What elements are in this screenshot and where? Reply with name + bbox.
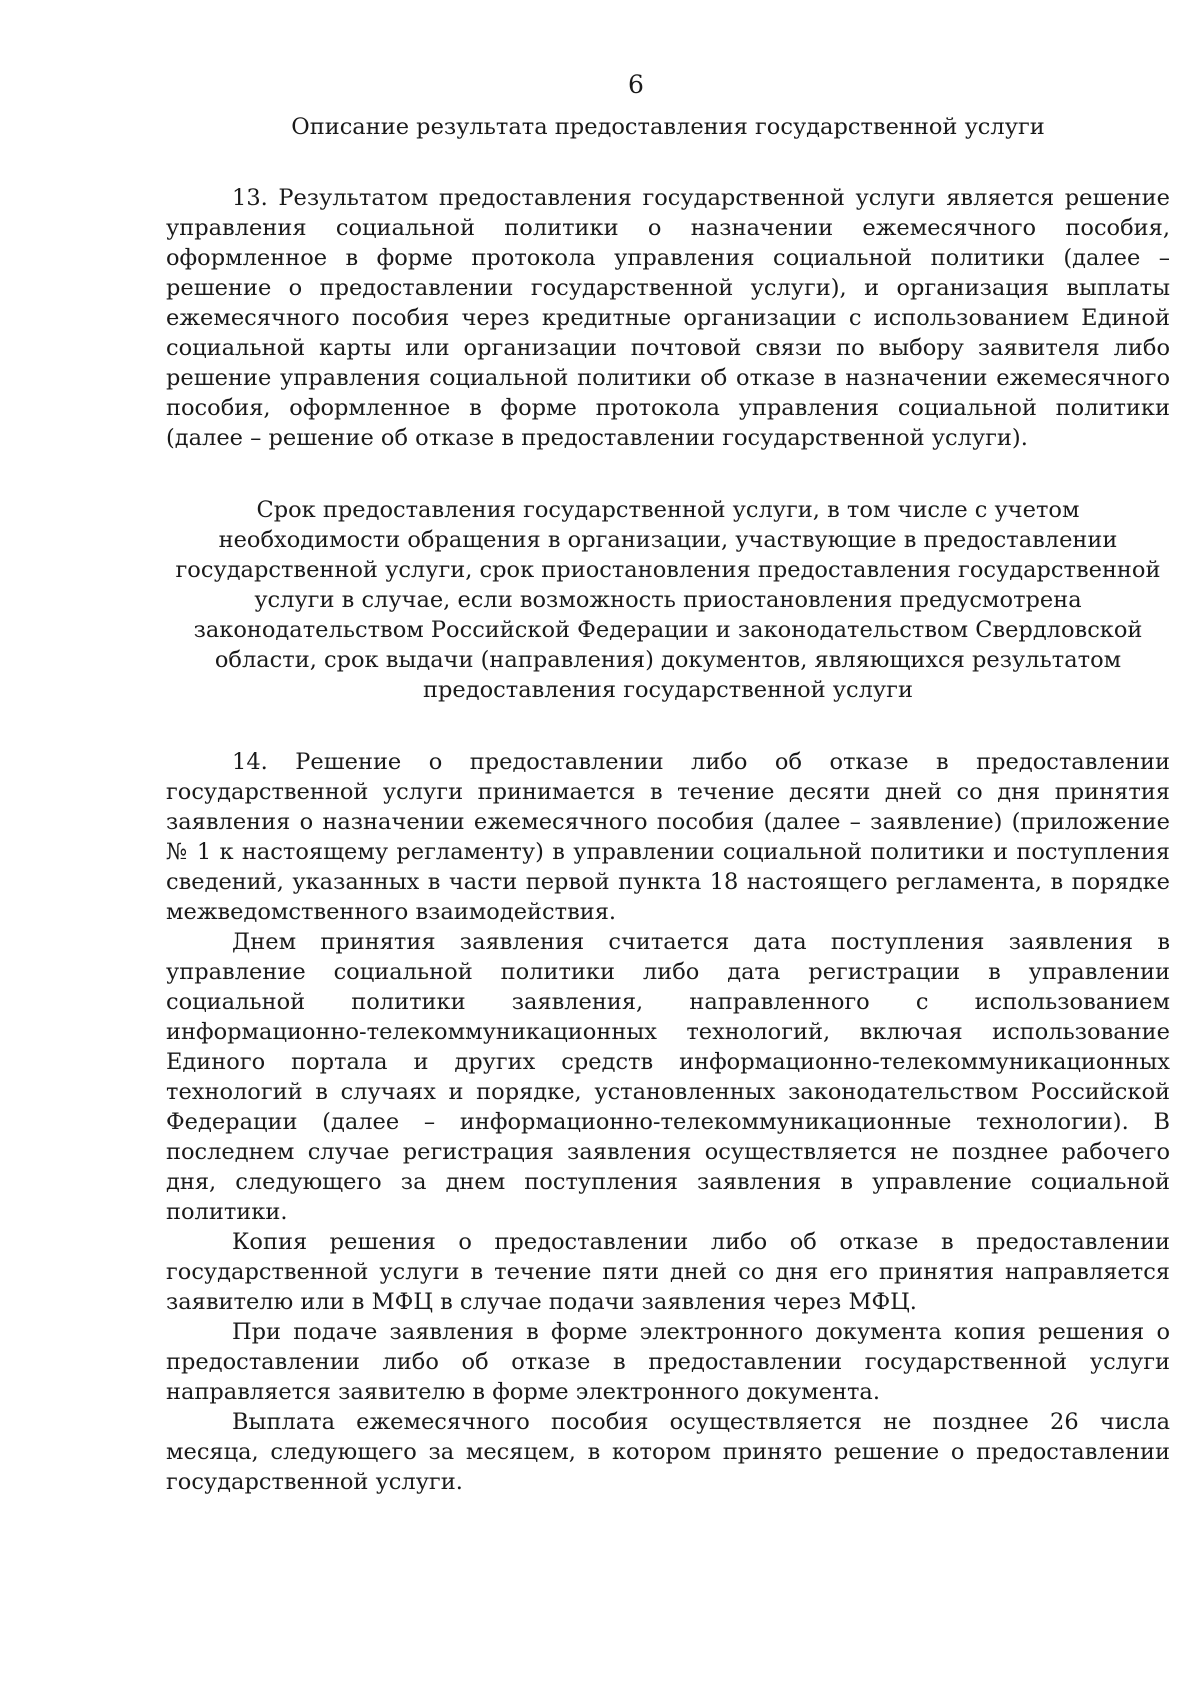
section-heading-result: Описание результата предоставления государственной услуги bbox=[291, 114, 1045, 140]
page-content bbox=[166, 112, 1170, 1497]
paragraph-decision-copy: Копия решения о предоставлении либо об отказе в предоставлении государственной услуги в течение пяти дней со дня его принятия направляется заявителю или в МФЦ в случае подачи заявления через МФЦ. bbox=[166, 1229, 1170, 1315]
paragraph-electronic-copy: При подаче заявления в форме электронного документа копия решения о предоставлении либо об отказе в предоставлении государственной услуги направляется заявителю в форме электронного документа. bbox=[166, 1319, 1170, 1405]
page-number: 6 bbox=[628, 70, 644, 99]
paragraph-13: 13. Результатом предоставления государственной услуги является решение управления социальной политики о назначении ежемесячного пособия, оформленное в форме протокола управления социальной политики (далее – решение о предоставлении государственной услуги), и организация выплаты ежемесячного пособия через кредитные организации с использованием Единой социальной карты или организации почтовой связи по выбору заявителя либо решение управления социальной политики об отказе в назначении ежемесячного пособия, оформленное в форме протокола управления социальной политики (далее – решение об отказе в предоставлении государственной услуги). bbox=[166, 185, 1170, 451]
paragraph-14: 14. Решение о предоставлении либо об отказе в предоставлении государственной услуги принимается в течение десяти дней со дня принятия заявления о назначении ежемесячного пособия (далее – заявление) (приложение № 1 к настоящему регламенту) в управлении социальной политики и поступления сведений, указанных в части первой пункта 18 настоящего регламента, в порядке межведомственного взаимодействия. bbox=[166, 749, 1170, 925]
section-heading-term: Срок предоставления государственной услуги, в том числе с учетом необходимости обращения в организации, участвующие в предоставлении государственной услуги, срок приостановления предоставления государственной услуги в случае, если возможность приостановления предусмотрена законодательством Российской Федерации и законодательством Свердловской области, срок выдачи (направления) документов, являющихся результатом предоставления государственной услуги bbox=[175, 497, 1161, 703]
paragraph-acceptance-date: Днем принятия заявления считается дата поступления заявления в управление социальной политики либо дата регистрации в управлении социальной политики заявления, направленного с использованием информационно-телекоммуникационных технологий, включая использование Единого портала и других средств информационно-телекоммуникационных технологий в случаях и порядке, установленных законодательством Российской Федерации (далее – информационно-телекоммуникационные технологии). В последнем случае регистрация заявления осуществляется не позднее рабочего дня, следующего за днем поступления заявления в управление социальной политики. bbox=[166, 929, 1170, 1225]
paragraph-payment: Выплата ежемесячного пособия осуществляется не позднее 26 числа месяца, следующего за месяцем, в котором принято решение о предоставлении государственной услуги. bbox=[166, 1409, 1170, 1495]
